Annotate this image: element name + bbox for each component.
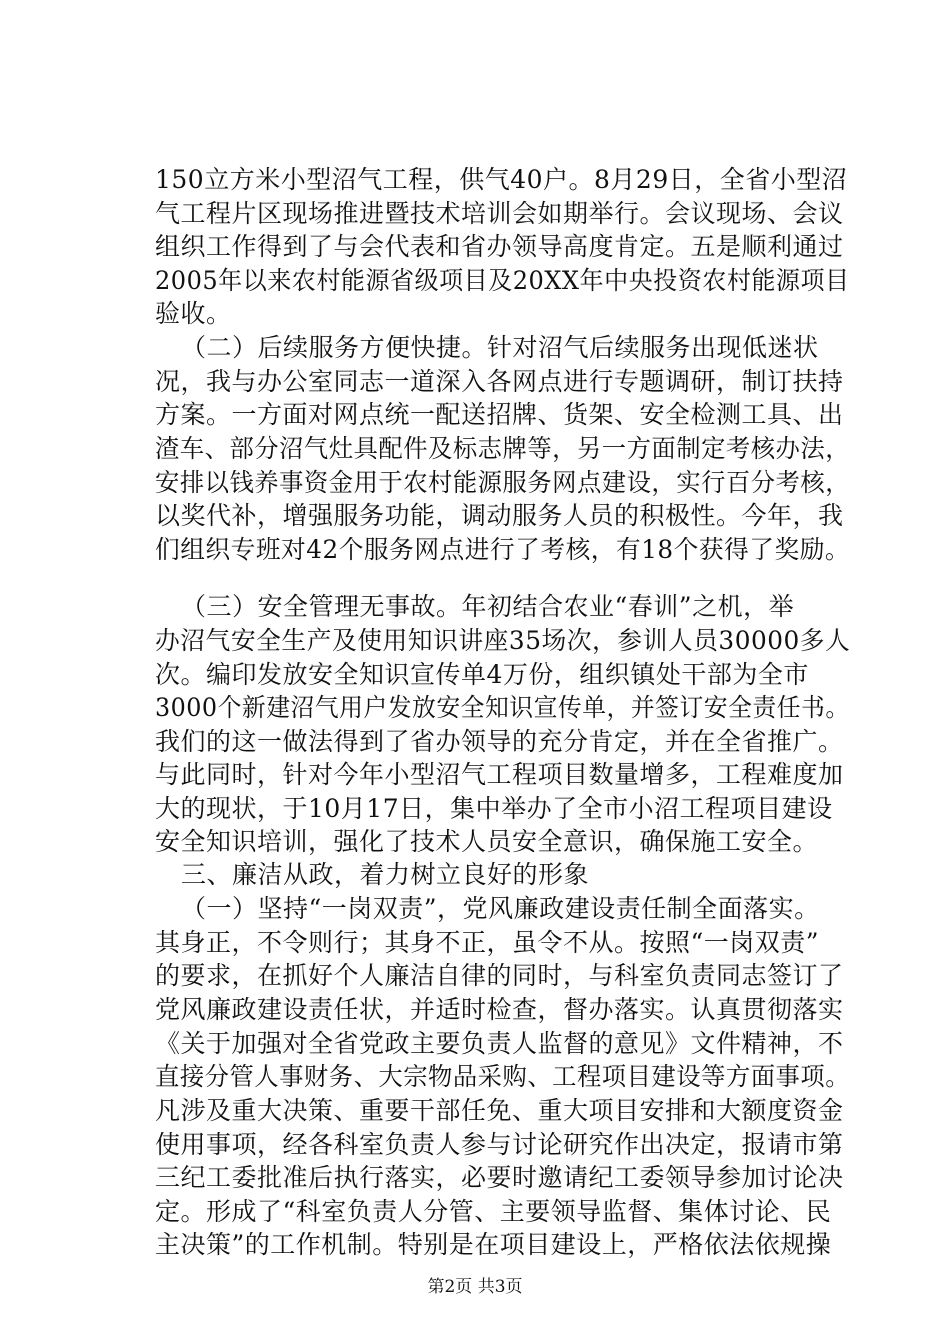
text-line: 们组织专班对42个服务网点进行了考核，有18个获得了奖励。 bbox=[155, 535, 851, 564]
text-line: 安全知识培训，强化了技术人员安全意识，确保施工安全。 bbox=[155, 827, 819, 856]
text-line: 使用事项，经各科室负责人参与讨论研究作出决定，报请市第 bbox=[155, 1130, 844, 1159]
section-heading: （二）后续服务方便快捷。针对沼气后续服务出现低迷状 bbox=[181, 333, 819, 362]
text-line: 大的现状，于10月17日，集中举办了全市小沼工程项目建设 bbox=[155, 794, 833, 823]
text-line: 气工程片区现场推进暨技术培训会如期举行。会议现场、会议 bbox=[155, 199, 844, 228]
text-line: 验收。 bbox=[155, 299, 232, 328]
section-heading: （三）安全管理无事故。年初结合农业“春训”之机，举 bbox=[181, 592, 795, 621]
text-line: 次。编印发放安全知识宣传单4万份，组织镇处干部为全市 bbox=[155, 660, 809, 689]
text-line: 组织工作得到了与会代表和省办领导高度肯定。五是顺利通过 bbox=[155, 232, 844, 261]
text-line: 其身正，不令则行；其身不正，虽令不从。按照“一岗双责” bbox=[155, 928, 820, 957]
text-line: 方案。一方面对网点统一配送招牌、货架、安全检测工具、出 bbox=[155, 400, 844, 429]
text-line: 《关于加强对全省党政主要负责人监督的意见》文件精神，不 bbox=[155, 1029, 844, 1058]
text-line: 况，我与办公室同志一道深入各网点进行专题调研，制订扶持 bbox=[155, 367, 844, 396]
page-number-footer: 第2页 共3页 bbox=[427, 1277, 523, 1297]
section-heading: 三、廉洁从政，着力树立良好的形象 bbox=[181, 860, 590, 889]
text-line: 2005年以来农村能源省级项目及20XX年中央投资农村能源项目 bbox=[155, 266, 850, 295]
text-line: 直接分管人事财务、大宗物品采购、工程项目建设等方面事项。 bbox=[155, 1062, 851, 1091]
text-line: 三纪工委批准后执行落实，必要时邀请纪工委领导参加讨论决 bbox=[155, 1163, 844, 1192]
text-line: 定。形成了“科室负责人分管、主要领导监督、集体讨论、民 bbox=[155, 1197, 832, 1226]
text-line: 凡涉及重大决策、重要干部任免、重大项目安排和大额度资金 bbox=[155, 1096, 844, 1125]
text-line: 的要求，在抓好个人廉洁自律的同时，与科室负责同志签订了 bbox=[155, 961, 844, 990]
text-line: 与此同时，针对今年小型沼气工程项目数量增多，工程难度加 bbox=[155, 760, 844, 789]
text-line: 3000个新建沼气用户发放安全知识宣传单，并签订安全责任书。 bbox=[155, 693, 850, 722]
text-line: 办沼气安全生产及使用知识讲座35场次，参训人员30000多人 bbox=[155, 626, 851, 655]
text-line: 安排以钱养事资金用于农村能源服务网点建设，实行百分考核， bbox=[155, 468, 851, 497]
section-heading: （一）坚持“一岗双责”，党风廉政建设责任制全面落实。 bbox=[181, 894, 820, 923]
text-line: 150立方米小型沼气工程，供气40户。8月29日，全省小型沼 bbox=[155, 165, 848, 194]
text-line: 渣车、部分沼气灶具配件及标志牌等，另一方面制定考核办法， bbox=[155, 434, 851, 463]
text-line: 我们的这一做法得到了省办领导的充分肯定，并在全省推广。 bbox=[155, 727, 844, 756]
text-line: 主决策”的工作机制。特别是在项目建设上，严格依法依规操 bbox=[155, 1230, 832, 1259]
text-line: 以奖代补，增强服务功能，调动服务人员的积极性。今年，我 bbox=[155, 501, 844, 530]
text-line: 党风廉政建设责任状，并适时检查，督办落实。认真贯彻落实 bbox=[155, 995, 844, 1024]
